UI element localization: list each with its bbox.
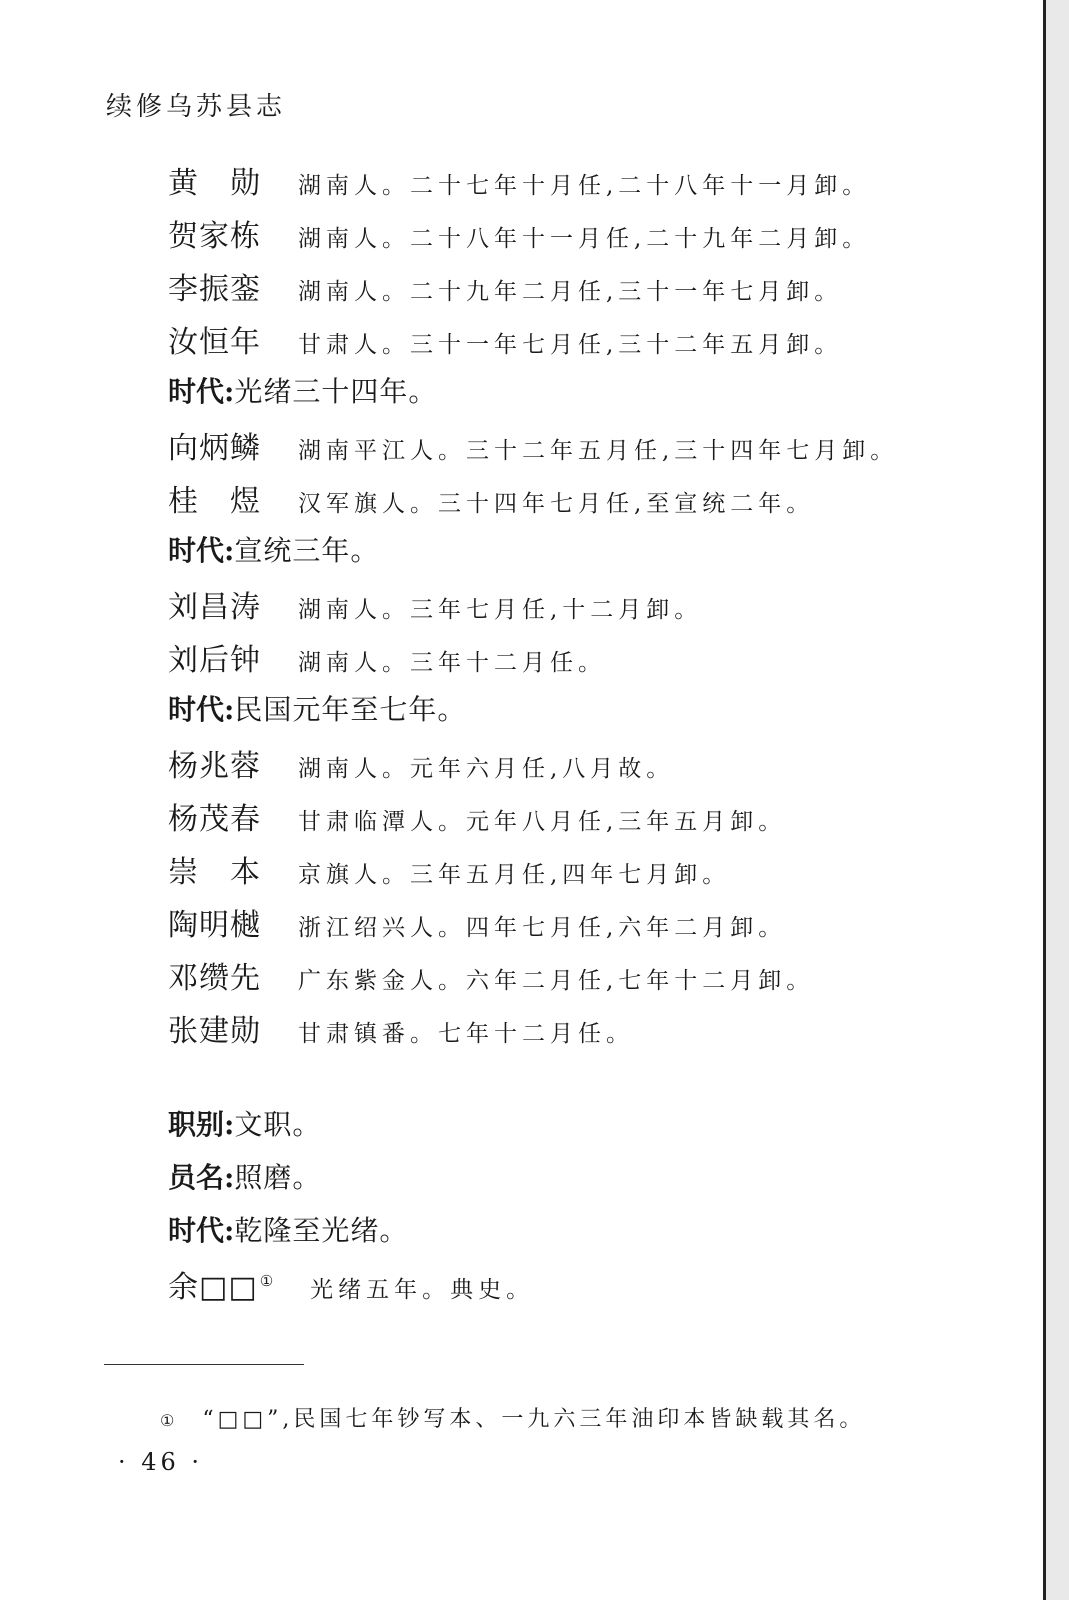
official-desc: 湖南人。三年十二月任。 (298, 650, 606, 676)
office-value: 文职。 (234, 1108, 322, 1141)
official-name: 邓缵先 (168, 961, 261, 996)
office-label: 职别 (168, 1108, 225, 1141)
official-desc: 湖南平江人。三十二年五月任,三十四年七月卸。 (298, 438, 899, 464)
official-desc: 湖南人。二十八年十一月任,二十九年二月卸。 (298, 226, 871, 252)
footnote (160, 1402, 865, 1433)
official-name: 张建勋 (168, 1014, 261, 1049)
footnote-text: “□□”,民国七年钞写本、一九六三年油印本皆缺载其名。 (202, 1407, 866, 1432)
entries-list (168, 158, 988, 1315)
entries-group-guangxu (168, 423, 988, 529)
official-desc: 光绪五年。典史。 (310, 1277, 535, 1303)
official-name (168, 1262, 274, 1306)
entry-row (168, 264, 988, 317)
period-label: 时代 (168, 1214, 225, 1247)
official-desc: 湖南人。二十九年二月任,三十一年七月卸。 (298, 279, 843, 305)
post-value: 照磨。 (234, 1161, 322, 1194)
official-name: 汝恒年 (168, 325, 261, 360)
official-name: 刘后钟 (168, 643, 261, 678)
official-desc: 湖南人。元年六月任,八月故。 (298, 756, 675, 782)
official-name: 杨兆蓉 (168, 749, 261, 784)
official-desc: 甘肃人。三十一年七月任,三十二年五月卸。 (298, 332, 843, 358)
office-heading (168, 1103, 988, 1156)
entry-row (168, 158, 988, 211)
entry-row (168, 1006, 988, 1059)
period-heading (168, 688, 988, 741)
footnote-rule (104, 1364, 304, 1365)
entry-row (168, 953, 988, 1006)
entry-row (168, 900, 988, 953)
office-colon: : (224, 1108, 235, 1141)
official-name: 向炳鳞 (168, 431, 261, 466)
official-name: 杨茂春 (168, 802, 261, 837)
official-name: 刘昌涛 (168, 590, 261, 625)
running-head: 续修乌苏县志 (106, 92, 287, 122)
period-colon: : (224, 1214, 235, 1247)
official-name: 贺家栋 (168, 219, 261, 254)
footnote-reference[interactable]: ① (259, 1272, 275, 1290)
official-name: 崇 本 (168, 855, 261, 890)
post-colon: : (224, 1161, 235, 1194)
official-desc: 京旗人。三年五月任,四年七月卸。 (298, 862, 731, 888)
official-name: 桂 煜 (168, 484, 261, 519)
entries-group-xuantong (168, 582, 988, 688)
entry-row (168, 476, 988, 529)
official-desc: 浙江绍兴人。四年七月任,六年二月卸。 (298, 915, 787, 941)
entry-row (168, 794, 988, 847)
period-colon: : (224, 693, 235, 726)
official-name: 李振銮 (168, 272, 261, 307)
post-label: 员名 (168, 1161, 225, 1194)
official-desc: 甘肃镇番。七年十二月任。 (298, 1021, 634, 1047)
entry-row (168, 582, 988, 635)
footnote-mark: ① (160, 1411, 179, 1430)
official-name: 陶明樾 (168, 908, 261, 943)
official-name-text: 余□□ (168, 1270, 258, 1305)
period-value: 民国元年至七年。 (234, 693, 467, 726)
period-heading (168, 529, 988, 582)
period-heading (168, 1209, 988, 1262)
entry-row (168, 741, 988, 794)
period-label: 时代 (168, 375, 225, 408)
period-colon: : (224, 534, 235, 567)
official-desc: 广东紫金人。六年二月任,七年十二月卸。 (298, 968, 815, 994)
post-heading (168, 1156, 988, 1209)
period-value: 乾隆至光绪。 (234, 1214, 409, 1247)
official-desc: 湖南人。二十七年十月任,二十八年十一月卸。 (298, 173, 871, 199)
entry-row (168, 1262, 988, 1315)
official-desc: 汉军旗人。三十四年七月任,至宣统二年。 (298, 491, 815, 517)
period-label: 时代 (168, 693, 225, 726)
section-gap (168, 1059, 988, 1103)
entry-row (168, 635, 988, 688)
entries-group-top (168, 158, 988, 370)
period-value: 宣统三年。 (234, 534, 380, 567)
entry-row (168, 211, 988, 264)
entry-row (168, 847, 988, 900)
entries-group-minguo (168, 741, 988, 1059)
entry-row (168, 317, 988, 370)
entry-row (168, 423, 988, 476)
period-value: 光绪三十四年。 (234, 375, 438, 408)
official-desc: 甘肃临潭人。元年八月任,三年五月卸。 (298, 809, 787, 835)
period-heading (168, 370, 988, 423)
page-number: · 46 · (118, 1448, 204, 1476)
official-name: 黄 勋 (168, 166, 261, 201)
period-label: 时代 (168, 534, 225, 567)
official-desc: 湖南人。三年七月任,十二月卸。 (298, 597, 703, 623)
period-colon: : (224, 375, 235, 408)
